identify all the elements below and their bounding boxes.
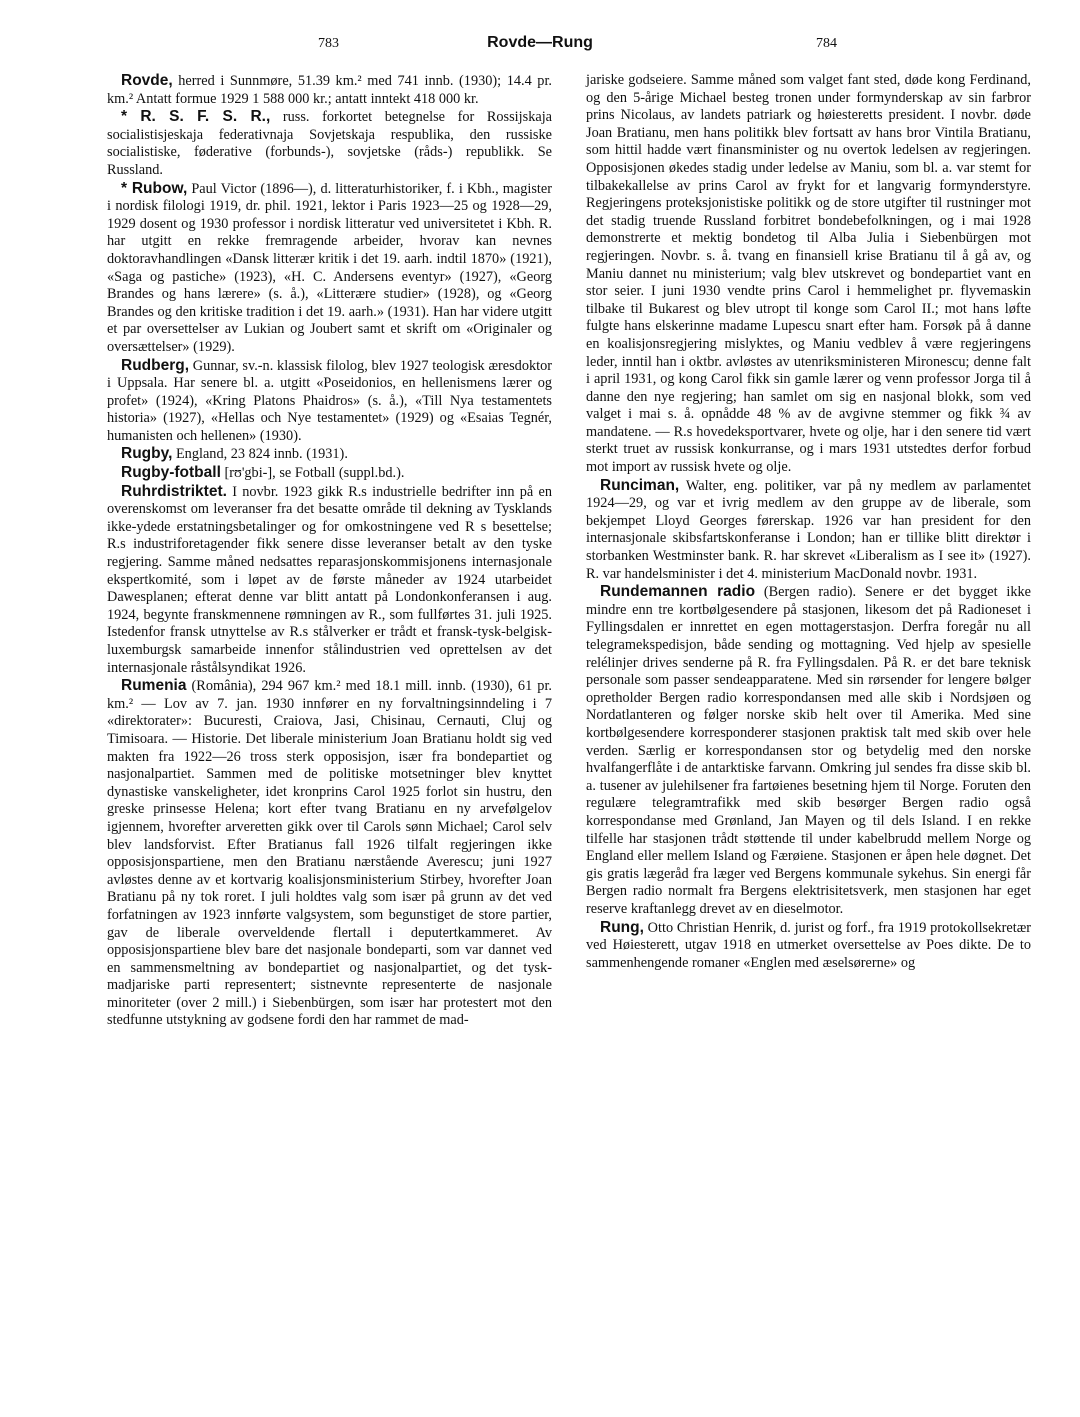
entry-rovde xyxy=(107,72,552,108)
entry-text: jariske godseiere. Samme måned som valget fant sted, døde kong Ferdinand, og den 5-årige Michael besteg tronen under formynderskap av sin farbror prins Nicolaus, av landets patriark og høiesteretts president. I novbr. døde Joan Bratianu, men hans politikk blev fortsatt av hans bror Vintila Bratianu, som hittil hadde vært finansminister og nu overtok ledelsen av regjeringen. Opposisjonen økedes stadig under ledelse av Maniu, som bl. a. var stemt for tilbakekallelse av prins Carol av frykt for et langvarig formynderstyre. Regjeringens proteksjonistiske politikk og de store utgifter til rustninger mot det stadig truende Russland forbitret bondebefolkningen, og i mai 1928 demonstrerte et mektig bondetog til Alba Julia i Siebenbürgen mot regjeringen. Novbr. s. å. tvang en finansiell krise Bratianu til å gå av, og Maniu dannet nu ministerium; valg blev utskrevet og bondepartiet vant en stor seier. I juni 1930 vendte prins Carol i hemmelighet pr. flyvemaskin tilbake til Bukarest og blev utropt til konge som Carol II.; mot hans løfte fulgte hans elskerinne madame Lupescu snart efter ham. Forsøk på å danne en koalisjonsregjering mislyktes, og Maniu vedblev å være regjeringens leder, inntil han i oktbr. avløstes av utenriksministeren Mironescu; denne falt i april 1931, og kong Carol fikk sin gamle lærer og venn professor Jorga til å danne den nye regjering; han samlet om sig en nasjonal blokk, som ved valget i mai s. å. opnådde 48 % av de avgivne stemmer og fikk ¾ av mandatene. — R.s hovedeksportvarer, hvete og olje, har i den senere tid vært sterkt truet av russisk konkurranse, og i mars 1931 utstedtes derfor forbud mot import av russisk hvete og olje. xyxy=(586,72,1031,476)
entry-rung xyxy=(586,919,1031,973)
entry-text: [rʊ'gbi-], se Fotball (suppl.bd.). xyxy=(220,465,405,482)
left-column xyxy=(107,72,552,1030)
headword: Runciman, xyxy=(600,476,680,494)
page-number-right: 784 xyxy=(816,36,837,51)
right-column xyxy=(586,72,1031,972)
entry-text: Paul Victor (1896—), d. litteraturhistoriker, f. i Kbh., magister i nordisk filologi 1919, dr. phil. 1921, lektor i Paris 1923—25 og 1928—29, 1929 dosent og 1930 professor i nordisk litteratur ved universitetet i Kbh. R. har utgitt en rekke fremragende arbeider, hvorav kan nevnes doktoravhandlingen «Dansk litterær kritik i det 19. aarh. indtil 1870» (1921), «Saga og pastiche» (1923), «H. C. Andersens eventyr» (1927), «Georg Brandes og hans lærere» (s. å.), «Litterære studier» (1928), og «Georg Brandes og den kritiske tradition i det 19. aarh.» (1931). Han har videre utgitt et par oversettelser av Lukian og Joubert samt et skrift om «Originaler og oversættelser» (1929). xyxy=(107,180,552,355)
entry-text: herred i Sunnmøre, 51.39 km.² med 741 innb. (1930); 14.4 pr. km.² Antatt formue 1929 1 588 000 kr.; antatt inntekt 418 000 kr. xyxy=(107,73,552,107)
entry-text: England, 23 824 innb. (1931). xyxy=(172,446,348,463)
entry-rudberg xyxy=(107,357,552,446)
entry-rugby-fotball xyxy=(107,464,552,483)
entry-ruhrdistriktet xyxy=(107,483,552,678)
headword: * Rubow, xyxy=(121,179,188,197)
entry-rugby xyxy=(107,445,552,464)
entry-runciman xyxy=(586,477,1031,584)
entry-rumenia xyxy=(107,677,552,1030)
headword: Rundemannen radio xyxy=(600,583,756,601)
headword: * R. S. F. S. R., xyxy=(121,108,271,126)
headword: Rugby, xyxy=(121,445,173,463)
headword: Ruhrdistriktet. xyxy=(121,482,227,500)
page-header xyxy=(0,34,1080,60)
entry-rsfsr xyxy=(107,108,552,179)
entry-text: (Bergen radio). Senere er det bygget ikke mindre enn tre kortbølgesendere på stasjonen, likesom det på Radioneset i Fyllingsdalen er innrettet en egen mottagerstasjon. Derfra foregår nu all telegramekspedisjon, både sending og mottagning. Ved hjelp av spesielle relélinjer drives senderne på R. fra Fyllingsdalen. På R. er det bare teknisk personale som passer sendeapparatene. Med sin rørsender for lengere bølger opretholder Bergen radio korrespondansen med alle skib i Nordsjøen og Nordatlanteren og følger norske skib helt over til Amerika. Med sine kortbølgesendere korresponderer stasjonen praktisk talt med skib over hele verden. Særlig er korrespondansen stor og betydelig med den norske hvalfangerflåte i de antarktiske farvann. Omkring jul sendes fra disse skib bl. a. tusener av julehilsener fra fartøienes besetning hjem til Norge. Foruten den regulære telegramtrafikk med skib besørger Bergen radio også korrespondanse med Grønland, Jan Mayen og til dels Island. I en rekke tilfelle har stasjonen trådt støttende til under kabelbrudd mellem Norge og England eller mellem Island og Færøiene. Stasjonen er åpen hele døgnet. Det gis gratis lægeråd fra læger ved Bergens kommunale sykehus. Sin energi får Bergen radio normalt fra Bergens elektrisitetsverk, men stasjonen har eget reserve kraftanlegg drevet av en dieselmotor. xyxy=(586,584,1031,917)
entry-text: russ. forkortet betegnelse for Rossijskaja socialistisjeskaja federativnaja Sovjetskaja respublika, den russiske socialistiske, føderative (forbunds-), sovjetske (råds-) republikk. Se Russland. xyxy=(107,109,553,178)
headword: Rovde, xyxy=(121,72,173,89)
entry-rumenia-continued xyxy=(586,72,1031,477)
headword: Rudberg, xyxy=(121,356,190,374)
entry-rundemannen-radio xyxy=(586,583,1031,918)
entry-rubow xyxy=(107,180,552,357)
running-title: Rovde—Rung xyxy=(487,34,593,51)
entry-text: Otto Christian Henrik, d. jurist og forf., fra 1919 protokollsekretær ved Høiesterett, utgav 1918 en utmerket oversettelse av Poes dikte. De to sammenhengende romaner «Englen med æselsørerne» og xyxy=(586,919,1031,971)
entry-text: Walter, eng. politiker, var på ny medlem av parlamentet 1924—29, og var et ivrig medlem av den gruppe av de liberale, som bekjempet Lloyd Georges førerskap. 1926 var han president for den internasjonale skibsfartskonferanse i London; han er tillike blitt direktør i storbanken Westminster bank. R. har skrevet «Liberalism as I see it» (1927). R. var handelsminister i det 4. ministerium MacDonald novbr. 1931. xyxy=(586,477,1031,582)
headword: Rugby-fotball xyxy=(121,464,221,482)
page-number-left: 783 xyxy=(318,36,339,51)
entry-text: (România), 294 967 km.² med 18.1 mill. innb. (1930), 61 pr. km.² — Lov av 7. jan. 1930 innfører en ny forvaltningsinndeling i 7 «direktorater»: Bucuresti, Craiova, Jasi, Chisinau, Cernauti, Cluj og Timisoara. — Historie. Det liberale ministerium Joan Bratianu holdt sig ved makten fra 1922—26 tross sterk opposisjon, især fra bondepartiet og nasjonalpartiet. Sammen med de politiske motsetninger blev knyttet dynastiske vanskeligheter, idet kronprins Carol 1925 forlot sin hustru, den greske prinsesse Helena; kort efter tvang Bratianu en ny arvefølgelov igjennem, hvorefter arveretten gikk over til Carols sønn Michael; Carol selv blev landsforvist. Efter Bratianus fall 1926 tilfalt regjeringen ikke opposisjonspartiene, men den Bratianu nærstående Averescu; juni 1927 avløstes denne av et kortvarig koalisjonsministerium Stirbey, hvorefter Joan Bratianu på ny tok roret. I juli holdtes valg som især på grunn av det ved forfatningen av 1923 innførte valgsystem, som begunstiget de store partier, gav de liberale overveldende flertall i deputertkammeret. Av opposisjonspartiene blev bare det nasjonale bondeparti, som var dannet ved en sammensmeltning av bondepartiet og nasjonalpartiet, og det tysk-madjariske parti representert; sistnevnte representerte de nasjonale minoriteter (over 2 mill.) i Siebenbürgen, som især har protestert mot den stedfunne utstykning av godsene fordi den har rammet de mad- xyxy=(107,678,552,1029)
headword: Rung, xyxy=(600,918,644,936)
entry-text: I novbr. 1923 gikk R.s industrielle bedrifter inn på en overenskomst om leveranser fra det besatte område til dekning av Tysklands ikke-ydede erstatningsbetalinger og for omkostningene ved R s besettelse; R.s industriforetagender fikk senere disse leveranser betalt av den tyske regjering. Samme måned nedsattes reparasjonskommisjonens internasjonale ekspertkomité, som i løpet av de første måneder av 1924 utarbeidet Dawesplanen; efterat denne var blitt antatt på Londonkonferansen i aug. 1924, begynte franskmennene rømningen av R., som fullførtes 31. juli 1925. Istedenfor fransk utnyttelse av R.s stålverker er trådt et fransk-tysk-belgisk-luxemburgsk samarbeide innenfor stålindustrien ved oprettelsen av det internasjonale råstålsyndikat 1926. xyxy=(107,483,552,676)
entry-text: Gunnar, sv.-n. klassisk filolog, blev 1927 teologisk æresdoktor i Uppsala. Har senere bl. a. utgitt «Poseidonios, en hellenismens lærer og profet» (1924), «Kring Platons Phaidros» (s. å.), «Till Nya testamentets historia» (1927), «Hellas och Nye testamentet» (1929) og «Esaias Tegnér, humanisten och hellenen» (1930). xyxy=(107,357,552,444)
headword: Rumenia xyxy=(121,677,187,695)
